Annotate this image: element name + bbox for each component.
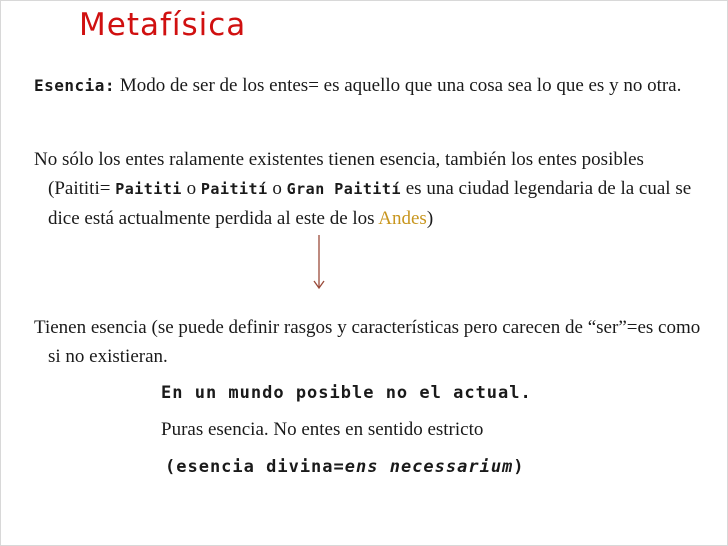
divine-essence-open: (esencia divina= bbox=[165, 457, 345, 477]
paititi-term-1: Paititi bbox=[115, 180, 182, 198]
pure-essences-line: Puras esencia. No entes en sentido estricto bbox=[161, 419, 484, 440]
possible-world-line: En un mundo posible no el actual. bbox=[161, 383, 532, 403]
down-arrow-icon bbox=[311, 233, 327, 293]
divine-essence-close: ) bbox=[513, 457, 525, 477]
conjunction-1: o bbox=[181, 178, 201, 199]
slide-title: Metafísica bbox=[79, 7, 247, 43]
esencia-term: Esencia: bbox=[34, 76, 116, 95]
esencia-paragraph bbox=[34, 71, 710, 100]
conjunction-2: o bbox=[267, 178, 287, 199]
possible-entities-text: No sólo los entes ralamente existentes tienen esencia, también los entes posibles (Paititi= bbox=[34, 149, 644, 199]
ens-necessarium-term: ens necessarium bbox=[344, 457, 514, 477]
legend-text: es una ciudad legendaria de la cual se dice está actualmente perdida al este de los bbox=[48, 178, 692, 229]
esencia-definition: Modo de ser de los entes= es aquello que una cosa sea lo que es y no otra. bbox=[115, 75, 682, 96]
possible-entities-paragraph bbox=[34, 145, 710, 233]
divine-essence-line bbox=[165, 457, 525, 477]
andes-link[interactable]: Andes bbox=[378, 208, 427, 229]
paititi-term-2: Paitití bbox=[200, 180, 268, 198]
closing-paren: ) bbox=[426, 208, 434, 229]
paititi-term-3: Gran Paitití bbox=[286, 180, 401, 198]
essence-without-being-paragraph: Tienen esencia (se puede definir rasgos y características pero carecen de “ser”=es como si no existieran. bbox=[34, 317, 701, 367]
